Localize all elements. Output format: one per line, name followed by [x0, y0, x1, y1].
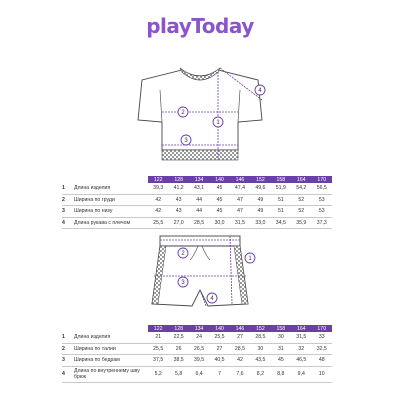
table-cell: 3 — [62, 206, 74, 218]
table-row — [62, 183, 332, 194]
table-cell: 21 — [148, 332, 168, 343]
table-cell: 28,5 — [250, 332, 270, 343]
size-158: 158 — [271, 176, 291, 183]
table-row — [62, 366, 332, 382]
table-cell: 39,3 — [148, 183, 168, 194]
table-cell: 56,5 — [312, 183, 333, 194]
table-cell: 42 — [230, 355, 250, 367]
table-cell: 4 — [62, 217, 74, 229]
svg-text:3: 3 — [181, 280, 185, 286]
table-cell: 43,5 — [250, 355, 270, 367]
table-cell: 26 — [168, 343, 188, 355]
table-cell: 44 — [189, 194, 209, 206]
table-cell: 24 — [189, 332, 209, 343]
table-cell: 2 — [62, 343, 74, 355]
table-row — [62, 332, 332, 343]
table-row — [62, 194, 332, 206]
table-row — [62, 217, 332, 229]
svg-text:2: 2 — [181, 251, 185, 257]
table-cell: 26,5 — [189, 343, 209, 355]
size-134: 134 — [189, 325, 209, 332]
table-cell: 30 — [271, 332, 291, 343]
table-cell: 40,5 — [209, 355, 229, 367]
table-cell: 43 — [168, 194, 188, 206]
shorts-size-table — [62, 325, 332, 383]
table-cell: 45 — [209, 206, 229, 218]
table-cell: 38,5 — [168, 355, 188, 367]
table-cell: Ширина по бедрам — [74, 355, 148, 367]
size-140: 140 — [209, 325, 229, 332]
table-cell: 45 — [209, 194, 229, 206]
size-122: 122 — [148, 176, 168, 183]
table-cell: 43,1 — [189, 183, 209, 194]
table-cell: 31,5 — [291, 332, 311, 343]
marker-4 — [255, 85, 265, 95]
table-cell: 33,0 — [250, 217, 270, 229]
tshirt-drawing — [0, 52, 400, 182]
size-header-cell — [74, 176, 148, 183]
table-cell: 28,5 — [230, 343, 250, 355]
table-cell: 45 — [271, 355, 291, 367]
size-134: 134 — [189, 176, 209, 183]
table-cell: 48 — [312, 355, 333, 367]
brand-logo: playToday — [146, 14, 254, 38]
svg-text:4: 4 — [258, 88, 262, 94]
table-cell: 8,2 — [250, 366, 270, 382]
table-cell: 8,8 — [271, 366, 291, 382]
size-122: 122 — [148, 325, 168, 332]
svg-text:3: 3 — [184, 138, 188, 144]
table-cell: 45 — [209, 183, 229, 194]
shorts-marker-3 — [178, 277, 188, 287]
table-cell: 41,2 — [168, 183, 188, 194]
tshirt-size-table — [62, 176, 332, 229]
table-cell: 44 — [189, 206, 209, 218]
table-cell: 49,6 — [250, 183, 270, 194]
size-146: 146 — [230, 176, 250, 183]
table-cell: Ширина по груди — [74, 194, 148, 206]
table-cell: 34,5 — [271, 217, 291, 229]
table-cell: 27,0 — [168, 217, 188, 229]
table-cell: 33 — [312, 332, 333, 343]
size-header-cell — [74, 325, 148, 332]
table-cell: 51 — [271, 194, 291, 206]
table-cell: 54,2 — [291, 183, 311, 194]
size-158: 158 — [271, 325, 291, 332]
table-cell: 25,5 — [148, 217, 168, 229]
marker-3 — [181, 135, 191, 145]
table-cell: 53 — [312, 206, 333, 218]
marker-1 — [213, 117, 223, 127]
table-cell: Длина рукава с плечом — [74, 217, 148, 229]
table-cell: Длина изделия — [74, 332, 148, 343]
table-cell: 39,5 — [189, 355, 209, 367]
table-cell: Ширина по талии — [74, 343, 148, 355]
table-cell: 47 — [230, 206, 250, 218]
table-cell: 32,5 — [312, 343, 333, 355]
table-cell: 31,5 — [230, 217, 250, 229]
shorts-marker-1 — [245, 253, 255, 263]
size-170: 170 — [312, 176, 333, 183]
table-cell: 4 — [62, 366, 74, 382]
size-152: 152 — [250, 325, 270, 332]
table-cell: 30 — [250, 343, 270, 355]
size-header-cell — [62, 176, 74, 183]
table-cell: 1 — [62, 183, 74, 194]
table-cell: 47,4 — [230, 183, 250, 194]
size-164: 164 — [291, 325, 311, 332]
table-cell: 5,2 — [148, 366, 168, 382]
table-cell: 28,5 — [189, 217, 209, 229]
table-cell: 52 — [291, 194, 311, 206]
table-cell: 27 — [209, 343, 229, 355]
table-cell: 2 — [62, 194, 74, 206]
table-cell: 3 — [62, 355, 74, 367]
table-cell: 7,6 — [230, 366, 250, 382]
shorts-marker-4 — [207, 293, 217, 303]
table-cell: 32 — [291, 343, 311, 355]
shorts-waistband — [160, 236, 240, 246]
table-cell: 1 — [62, 332, 74, 343]
svg-text:1: 1 — [248, 256, 252, 262]
size-140: 140 — [209, 176, 229, 183]
tshirt-outline — [138, 70, 262, 150]
size-header-row — [62, 176, 332, 183]
size-152: 152 — [250, 176, 270, 183]
size-164: 164 — [291, 176, 311, 183]
table-cell: Длина изделия — [74, 183, 148, 194]
marker-2 — [178, 107, 188, 117]
table-cell: 37,3 — [312, 217, 333, 229]
table-row — [62, 206, 332, 218]
table-cell: 9,4 — [291, 366, 311, 382]
shorts-drawing — [0, 230, 400, 315]
table-cell: 35,9 — [291, 217, 311, 229]
table-cell: 37,5 — [148, 355, 168, 367]
size-header-cell — [62, 325, 74, 332]
size-146: 146 — [230, 325, 250, 332]
table-cell: 6,4 — [189, 366, 209, 382]
table-cell: 42 — [148, 206, 168, 218]
svg-text:2: 2 — [181, 110, 185, 116]
tshirt-hem-rib — [162, 150, 238, 160]
size-header-row — [62, 325, 332, 332]
table-cell: 5,8 — [168, 366, 188, 382]
table-row — [62, 343, 332, 355]
table-cell: Длина по внутреннему шву брюк — [74, 366, 148, 382]
size-128: 128 — [168, 176, 188, 183]
table-row — [62, 355, 332, 367]
table-cell: 7 — [209, 366, 229, 382]
size-128: 128 — [168, 325, 188, 332]
table-cell: 42 — [148, 194, 168, 206]
table-cell: 51 — [271, 206, 291, 218]
table-cell: 43 — [168, 206, 188, 218]
table-cell: 31 — [271, 343, 291, 355]
table-cell: 53 — [312, 194, 333, 206]
table-cell: 52 — [291, 206, 311, 218]
table-cell: 47 — [230, 194, 250, 206]
table-cell: 49 — [250, 206, 270, 218]
shorts-marker-2 — [178, 248, 188, 258]
table-cell: 49 — [250, 194, 270, 206]
svg-text:4: 4 — [210, 296, 214, 302]
table-cell: 25,5 — [209, 332, 229, 343]
svg-text:1: 1 — [216, 120, 220, 126]
table-cell: 46,5 — [291, 355, 311, 367]
table-cell: 22,5 — [168, 332, 188, 343]
table-cell: 51,9 — [271, 183, 291, 194]
table-cell: 30,0 — [209, 217, 229, 229]
table-cell: Ширина по низу — [74, 206, 148, 218]
table-cell: 25,5 — [148, 343, 168, 355]
table-cell: 27 — [230, 332, 250, 343]
table-cell: 10 — [312, 366, 333, 382]
size-170: 170 — [312, 325, 333, 332]
